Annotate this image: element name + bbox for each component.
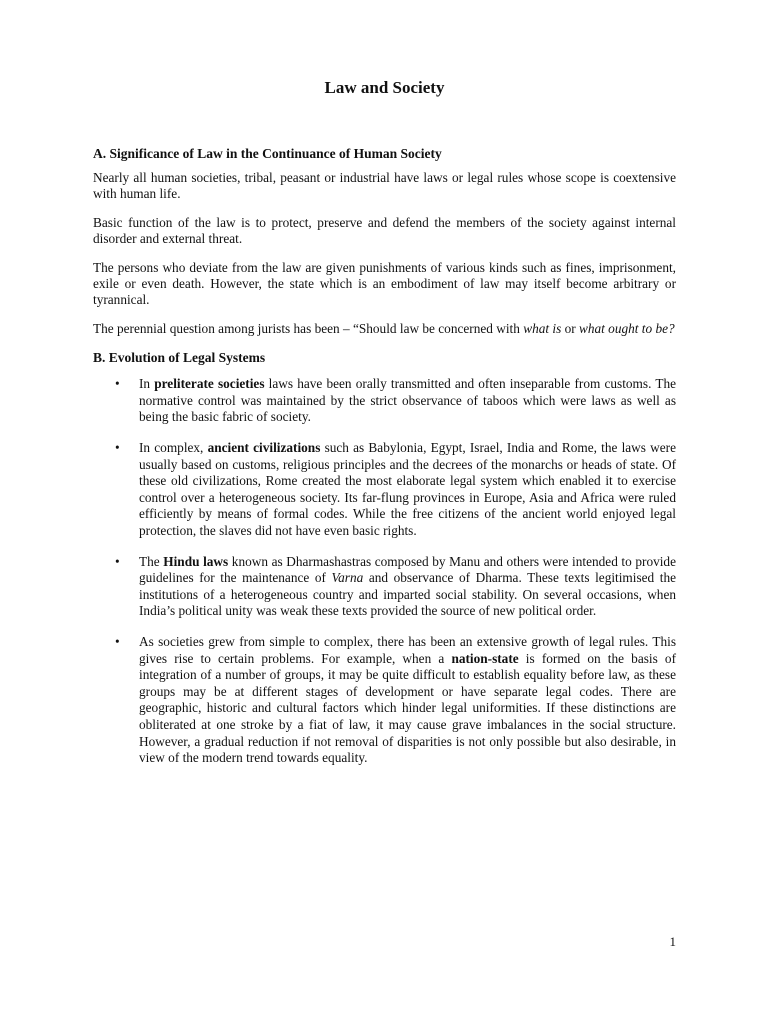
- list-item: [93, 634, 676, 767]
- item-text: In complex,: [139, 440, 208, 456]
- section-a-paragraph-3: The persons who deviate from the law are given punishments of various kinds such as fines, imprisonment, exile or even death. However, the state which is an embodiment of law may itself become arbitrary or tyrannical.: [93, 259, 676, 308]
- section-b-bullet-list: [93, 376, 676, 766]
- item-bold-text: nation-state: [451, 650, 519, 666]
- list-item: [93, 554, 676, 620]
- document-title: Law and Society: [324, 78, 445, 97]
- item-text: The: [139, 553, 164, 569]
- question-text-before: The perennial question among jurists has been – “Should law be concerned with: [93, 320, 524, 336]
- list-item: [93, 440, 676, 540]
- item-text: known as Dharmashastras composed by Manu and others were intended to provide guidelines for the maintenance of: [139, 553, 676, 586]
- question-italic-what-ought-to-be: what ought to be?: [579, 320, 675, 336]
- question-text-middle: or: [561, 320, 579, 336]
- bullet-icon: •: [115, 440, 120, 456]
- item-text: is formed on the basis of integration of a number of groups, it may be quite difficult to establish equality before law, as these groups may be at different stages of development or have separate legal codes. There are geographic, historic and cultural factors which hinder legal uniformities. If these distinctions are obliterated at one stroke by a fiat of law, it may cause grave imbalances in the social structure. However, a gradual reduction if not removal of disparities is not only possible but also desirable, in view of the modern trend towards equality.: [139, 650, 676, 766]
- item-text: and observance of Dharma. These texts legitimised the institutions of a heterogeneous country and imparted social stability. On several occasions, when India’s political unity was weak these texts provided the source of new political order.: [139, 570, 676, 619]
- section-b-heading: B. Evolution of Legal Systems: [93, 350, 266, 366]
- item-bold-text: ancient civilizations: [207, 440, 321, 456]
- item-italic-text: Varna: [331, 570, 364, 586]
- item-bold-text: preliterate societies: [154, 376, 265, 392]
- document-page: [93, 78, 676, 781]
- bullet-icon: •: [115, 633, 120, 649]
- page-number: 1: [669, 934, 676, 949]
- item-text: such as Babylonia, Egypt, Israel, India and Rome, the laws were usually based on customs, religious principles and the decrees of the monarchs or heads of state. Of these old civilizations, Rome created the most elaborate legal system which enabled it to exercise control over a heterogeneous society. Its far-flung provinces in Europe, Asia and Africa were ruled efficiently by means of formal codes. While the free citizens of the ancient world enjoyed legal protection, the slaves did not have even basic rights.: [139, 440, 676, 538]
- item-text: As societies grew from simple to complex, there has been an extensive growth of legal rules. This gives rise to certain problems. For example, when a: [139, 633, 676, 666]
- list-item: [93, 376, 676, 426]
- section-a-paragraph-2: Basic function of the law is to protect, preserve and defend the members of the society against internal disorder and external threat.: [93, 214, 676, 247]
- bullet-icon: •: [115, 553, 120, 569]
- question-italic-what-is: what is: [523, 320, 562, 336]
- item-text: laws have been orally transmitted and often inseparable from customs. The normative control was maintained by the strict observance of taboos which were laws as well as being the basic fabric of society.: [139, 376, 676, 425]
- section-a-question: [93, 321, 676, 337]
- section-a-heading: A. Significance of Law in the Continuance of Human Society: [93, 146, 442, 161]
- bullet-icon: •: [115, 376, 120, 392]
- item-bold-text: Hindu laws: [163, 553, 229, 569]
- section-a-paragraph-1: Nearly all human societies, tribal, peasant or industrial have laws or legal rules whose scope is coextensive with human life.: [93, 170, 676, 202]
- item-text: In: [139, 376, 155, 392]
